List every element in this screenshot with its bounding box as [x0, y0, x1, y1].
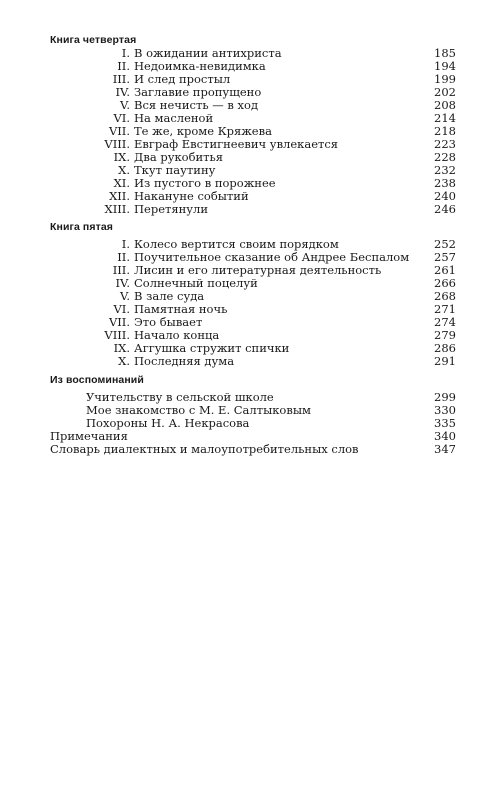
chapter-title: Перетянули: [134, 202, 209, 216]
page-number: 347: [434, 442, 456, 456]
page-number: 286: [434, 341, 456, 355]
page-number: 299: [434, 390, 456, 404]
chapter-title: Заглавие пропущено: [134, 85, 262, 99]
chapter-title: Недоимка-невидимка: [134, 59, 266, 73]
chapter-title: Последняя дума: [134, 354, 235, 368]
chapter-title: Учительству в сельской школе: [86, 390, 274, 404]
toc-entry: [50, 60, 456, 73]
page-number: 223: [434, 137, 456, 151]
toc-entry: [50, 203, 456, 216]
chapter-title: Ткут паутину: [134, 163, 216, 177]
toc-entry: [50, 99, 456, 112]
page-number: 330: [434, 403, 456, 417]
chapter-title: Примечания: [50, 429, 128, 443]
page-number: 228: [434, 150, 456, 164]
chapter-number: II.: [117, 59, 130, 73]
chapter-number: VIII.: [104, 137, 130, 151]
chapter-title: В зале суда: [134, 289, 205, 303]
page-number: 202: [434, 85, 456, 99]
chapter-number: III.: [112, 263, 130, 277]
page-number: 208: [434, 98, 456, 112]
toc-entry: [50, 355, 456, 368]
chapter-number: VI.: [113, 111, 130, 125]
page-number: 194: [434, 59, 456, 73]
page-number: 274: [434, 315, 456, 329]
section-heading: Книга четвертая: [50, 34, 137, 46]
toc-entry: [50, 151, 456, 164]
page-number: 252: [434, 237, 456, 251]
page-number: 246: [434, 202, 456, 216]
chapter-title: Поучительное сказание об Андрее Беспалом: [134, 250, 410, 264]
chapter-number: IX.: [113, 341, 130, 355]
chapter-number: VII.: [108, 315, 130, 329]
chapter-title: Из пустого в порожнее: [134, 176, 276, 190]
chapter-title: Аггушка стружит спички: [134, 341, 290, 355]
chapter-title: Два рукобитья: [134, 150, 224, 164]
chapter-number: X.: [118, 163, 130, 177]
toc-entry: [50, 138, 456, 151]
chapter-number: V.: [120, 98, 130, 112]
chapter-number: III.: [112, 72, 130, 86]
chapter-title: Лисин и его литературная деятельность: [134, 263, 382, 277]
chapter-number: XIII.: [104, 202, 130, 216]
page-number: 291: [434, 354, 456, 368]
page-number: 271: [434, 302, 456, 316]
page-number: 218: [434, 124, 456, 138]
chapter-title: И след простыл: [134, 72, 231, 86]
toc-entry: [50, 290, 456, 303]
chapter-number: VII.: [108, 124, 130, 138]
page-number: 238: [434, 176, 456, 190]
toc-entry: [50, 443, 456, 456]
toc-entry: [50, 342, 456, 355]
chapter-number: V.: [120, 289, 130, 303]
chapter-title: Словарь диалектных и малоупотребительных слов: [50, 442, 359, 456]
chapter-title: Солнечный поцелуй: [134, 276, 258, 290]
chapter-number: IV.: [115, 85, 130, 99]
chapter-title: Евграф Евстигнеевич увлекается: [134, 137, 339, 151]
chapter-number: IX.: [113, 150, 130, 164]
chapter-number: XII.: [109, 189, 130, 203]
page-number: 279: [434, 328, 456, 342]
page-number: 266: [434, 276, 456, 290]
chapter-title: Это бывает: [134, 315, 203, 329]
chapter-title: Памятная ночь: [134, 302, 228, 316]
chapter-title: На масленой: [134, 111, 214, 125]
section-heading: Из воспоминаний: [50, 374, 144, 386]
page-number: 214: [434, 111, 456, 125]
chapter-title: В ожидании антихриста: [134, 46, 282, 60]
page-number: 268: [434, 289, 456, 303]
toc-entry: [50, 277, 456, 290]
page-number: 185: [434, 46, 456, 60]
page-number: 335: [434, 416, 456, 430]
chapter-title: Начало конца: [134, 328, 220, 342]
chapter-number: I.: [121, 46, 130, 60]
chapter-number: VI.: [113, 302, 130, 316]
chapter-number: VIII.: [104, 328, 130, 342]
chapter-title: Те же, кроме Кряжева: [134, 124, 272, 138]
chapter-number: IV.: [115, 276, 130, 290]
page-number: 232: [434, 163, 456, 177]
page-number: 340: [434, 429, 456, 443]
chapter-number: I.: [121, 237, 130, 251]
page-number: 240: [434, 189, 456, 203]
chapter-title: Мое знакомство с М. Е. Салтыковым: [86, 403, 311, 417]
chapter-number: X.: [118, 354, 130, 368]
chapter-number: II.: [117, 250, 130, 264]
page-number: 199: [434, 72, 456, 86]
page-number: 261: [434, 263, 456, 277]
section-heading: Книга пятая: [50, 221, 114, 233]
chapter-number: XI.: [113, 176, 130, 190]
chapter-title: Колесо вертится своим порядком: [134, 237, 339, 251]
chapter-title: Похороны Н. А. Некрасова: [86, 416, 250, 430]
chapter-title: Вся нечисть — в ход: [134, 98, 259, 112]
page-number: 257: [434, 250, 456, 264]
chapter-title: Накануне событий: [134, 189, 249, 203]
